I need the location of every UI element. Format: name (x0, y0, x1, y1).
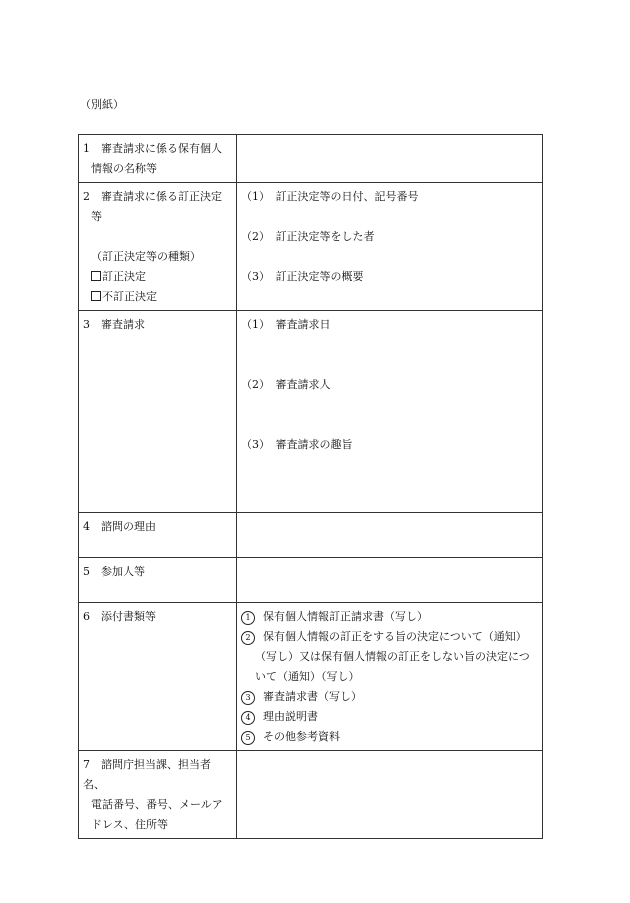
row-6-value-cell (237, 603, 543, 751)
option-correction-decision[interactable] (83, 267, 232, 287)
row-7-label-cell (79, 751, 237, 839)
row-6-attachments (79, 603, 543, 751)
attachment-text: その他参考資料 (263, 730, 340, 743)
circled-number-icon: 4 (241, 711, 255, 725)
attachment-text: 保有個人情報の訂正をする旨の決定について（通知） (263, 630, 527, 643)
attachment-item (241, 707, 538, 727)
row-4-label-cell (79, 513, 237, 558)
row-2-label-cell (79, 183, 237, 311)
circled-number-icon: 5 (241, 731, 255, 745)
attachment-item (241, 687, 538, 707)
inquiry-form-table (78, 134, 543, 839)
attachment-item (241, 727, 538, 747)
row-7-label-line-2: 電話番号、番号、メールア (91, 798, 223, 811)
attachment-item (241, 607, 538, 627)
row-2-item-2: （2） 訂正決定等をした者 (241, 230, 375, 243)
row-3-item-2: （2） 審査請求人 (241, 378, 331, 391)
row-2-item-1: （1） 訂正決定等の日付、記号番号 (241, 190, 419, 203)
option-label: 不訂正決定 (102, 290, 157, 303)
row-3-label-line-1: 3 審査請求 (83, 318, 145, 331)
option-non-correction-decision[interactable] (83, 287, 232, 307)
row-3-item-3: （3） 審査請求の趣旨 (241, 438, 353, 451)
attachment-label: （別紙） (80, 98, 124, 111)
row-7-label-line-3: ドレス、住所等 (91, 818, 168, 831)
row-1-value-cell (237, 135, 543, 183)
row-4-inquiry-reason (79, 513, 543, 558)
row-7-label-line-1: 7 諮問庁担当課、担当者名、 (83, 758, 211, 791)
row-6-label-cell (79, 603, 237, 751)
circled-number-icon: 1 (241, 611, 255, 625)
row-6-label-line-1: 6 添付書類等 (83, 610, 156, 623)
attachment-text-continued: いて（通知）（写し） (255, 670, 360, 683)
row-1-label-cell (79, 135, 237, 183)
row-5-participants (79, 558, 543, 603)
row-2-label-line-1: 2 審査請求に係る訂正決定 (83, 190, 222, 203)
checkbox-icon[interactable] (91, 271, 101, 281)
row-3-label-cell (79, 311, 237, 513)
row-4-value-cell (237, 513, 543, 558)
row-7-value-cell (237, 751, 543, 839)
attachment-text: 審査請求書（写し） (263, 690, 362, 703)
circled-number-icon: 3 (241, 691, 255, 705)
attachment-text: 理由説明書 (263, 710, 318, 723)
row-3-review-request (79, 311, 543, 513)
row-2-label-line-2: 等 (91, 210, 102, 223)
checkbox-icon[interactable] (91, 291, 101, 301)
circled-number-icon: 2 (241, 631, 255, 645)
row-3-item-1: （1） 審査請求日 (241, 318, 331, 331)
attachment-text-continued: （写し）又は保有個人情報の訂正をしない旨の決定につ (255, 650, 530, 663)
row-5-label-line-1: 5 参加人等 (83, 565, 145, 578)
option-label: 訂正決定 (102, 270, 146, 283)
row-1-personal-info-name (79, 135, 543, 183)
row-1-label-line-1: 1 審査請求に係る保有個人 (83, 142, 222, 155)
row-2-item-3: （3） 訂正決定等の概要 (241, 270, 364, 283)
row-5-label-cell (79, 558, 237, 603)
attachment-item (241, 627, 538, 647)
row-2-correction-decision (79, 183, 543, 311)
row-5-value-cell (237, 558, 543, 603)
row-1-label-line-2: 情報の名称等 (91, 162, 157, 175)
decision-type-heading: （訂正決定等の種類） (91, 250, 201, 263)
row-4-label-line-1: 4 諮問の理由 (83, 520, 156, 533)
attachment-text: 保有個人情報訂正請求書（写し） (263, 610, 428, 623)
row-2-value-cell (237, 183, 543, 311)
row-7-contact-info (79, 751, 543, 839)
row-3-value-cell (237, 311, 543, 513)
